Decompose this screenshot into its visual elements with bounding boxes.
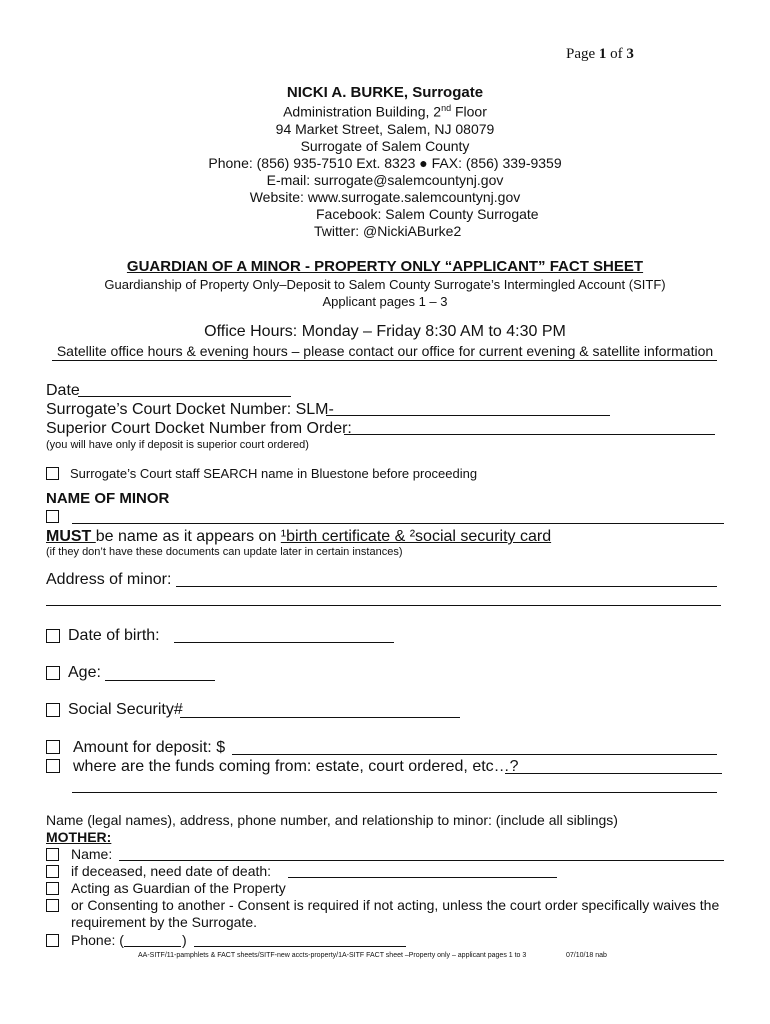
dob-checkbox[interactable] <box>46 629 60 643</box>
relatives-instructions: Name (legal names), address, phone number, and relationship to minor: (include all siblings) <box>46 812 618 828</box>
mother-name-checkbox[interactable] <box>46 848 59 861</box>
ssn-label: Social Security# <box>68 701 183 718</box>
applicant-pages: Applicant pages 1 – 3 <box>322 294 448 309</box>
funds-checkbox[interactable] <box>46 759 60 773</box>
docket-label: Surrogate’s Court Docket Number: SLM- <box>46 401 334 418</box>
footer-date: 07/10/18 nab <box>566 952 607 959</box>
dob-label: Date of birth: <box>68 627 160 644</box>
ssn-field[interactable] <box>180 717 460 718</box>
phone-field[interactable] <box>194 946 406 947</box>
surrogate-name: NICKI A. BURKE, Surrogate <box>286 84 484 101</box>
office-hours: Office Hours: Monday – Friday 8:30 AM to 4:30 PM <box>204 323 566 340</box>
deceased-field[interactable] <box>288 877 557 878</box>
must-line <box>46 528 551 546</box>
consent-checkbox[interactable] <box>46 899 59 912</box>
address-building: Administration Building, 2 <box>283 103 442 120</box>
minor-name-field[interactable] <box>72 523 724 524</box>
deposit-field[interactable] <box>232 754 717 755</box>
form-title: GUARDIAN OF A MINOR - PROPERTY ONLY “APPLICANT” FACT SHEET <box>126 258 644 275</box>
deceased-label: if deceased, need date of death: <box>71 863 272 879</box>
mother-name-label: Name: <box>71 846 113 862</box>
deposit-label: Amount for deposit: $ <box>73 739 226 756</box>
address-line-3: Surrogate of Salem County <box>300 138 470 154</box>
date-field[interactable] <box>78 396 291 397</box>
mother-name-field[interactable] <box>119 860 724 861</box>
hours-underline <box>52 360 717 361</box>
search-checkbox[interactable] <box>46 467 59 480</box>
minor-name-checkbox[interactable] <box>46 510 59 523</box>
ssn-checkbox[interactable] <box>46 703 60 717</box>
page-of: of <box>610 46 623 62</box>
consent-label-2: requirement by the Surrogate. <box>71 914 257 930</box>
address-field-2[interactable] <box>46 605 721 606</box>
superior-docket-label: Superior Court Docket Number from Order: <box>46 420 352 437</box>
address-line-2: 94 Market Street, Salem, NJ 08079 <box>275 121 495 137</box>
mother-heading: MOTHER: <box>46 829 112 845</box>
phone-fax-line: Phone: (856) 935-7510 Ext. 8323 ● FAX: (856) 339-9359 <box>208 155 562 171</box>
guardian-label: Acting as Guardian of the Property <box>71 880 286 896</box>
must-emphasis: MUST <box>46 528 96 545</box>
address-floor: Floor <box>451 103 487 120</box>
docket-field[interactable] <box>326 415 610 416</box>
superior-note: (you will have only if deposit is superior court ordered) <box>46 439 309 451</box>
must-text: be name as it appears on <box>95 528 281 545</box>
address-field[interactable] <box>176 586 717 587</box>
funds-field-2[interactable] <box>72 792 717 793</box>
address-line-1 <box>0 103 770 120</box>
page-total: 3 <box>626 46 634 62</box>
website-line: Website: www.surrogate.salemcountynj.gov <box>249 189 521 205</box>
superior-docket-field[interactable] <box>344 434 715 435</box>
phone-close-paren: ) <box>182 932 187 948</box>
date-label: Date <box>46 382 80 399</box>
footer-path: AA-SITF/11-pamphlets & FACT sheets/SITF-new accts-property/1A-SITF FACT sheet –Property only – applicant pages 1 to 3 <box>138 952 527 959</box>
consent-label-1: or Consenting to another - Consent is required if not acting, unless the court order specifically waives the <box>71 897 720 913</box>
guardian-checkbox[interactable] <box>46 882 59 895</box>
deposit-checkbox[interactable] <box>46 740 60 754</box>
dob-field[interactable] <box>174 642 394 643</box>
form-subtitle: Guardianship of Property Only–Deposit to Salem County Surrogate’s Intermingled Account (SITF) <box>104 277 666 292</box>
floor-suffix: nd <box>441 103 452 113</box>
age-label: Age: <box>68 664 101 681</box>
funds-field[interactable] <box>505 773 722 774</box>
page-number <box>566 46 634 63</box>
age-field[interactable] <box>105 680 215 681</box>
address-label: Address of minor: <box>46 571 172 588</box>
must-note: (if they don’t have these documents can update later in certain instances) <box>46 546 403 558</box>
facebook-line: Facebook: Salem County Surrogate <box>316 206 539 222</box>
email-line: E-mail: surrogate@salemcountynj.gov <box>266 172 504 188</box>
area-code-field[interactable] <box>124 946 181 947</box>
twitter-line: Twitter: @NickiABurke2 <box>314 223 462 239</box>
phone-checkbox[interactable] <box>46 934 59 947</box>
page-label: Page <box>566 46 596 62</box>
birth-ss-text: ¹birth certificate & ²social security card <box>280 528 552 545</box>
deceased-checkbox[interactable] <box>46 865 59 878</box>
phone-label: Phone: ( <box>71 932 124 948</box>
age-checkbox[interactable] <box>46 666 60 680</box>
page-current: 1 <box>598 46 607 62</box>
satellite-hours: Satellite office hours & evening hours – please contact our office for current evening & satellite information <box>56 343 714 359</box>
search-label: Surrogate’s Court staff SEARCH name in Bluestone before proceeding <box>70 466 478 481</box>
minor-heading: NAME OF MINOR <box>46 490 170 507</box>
funds-label: where are the funds coming from: estate, court ordered, etc…? <box>73 758 519 775</box>
